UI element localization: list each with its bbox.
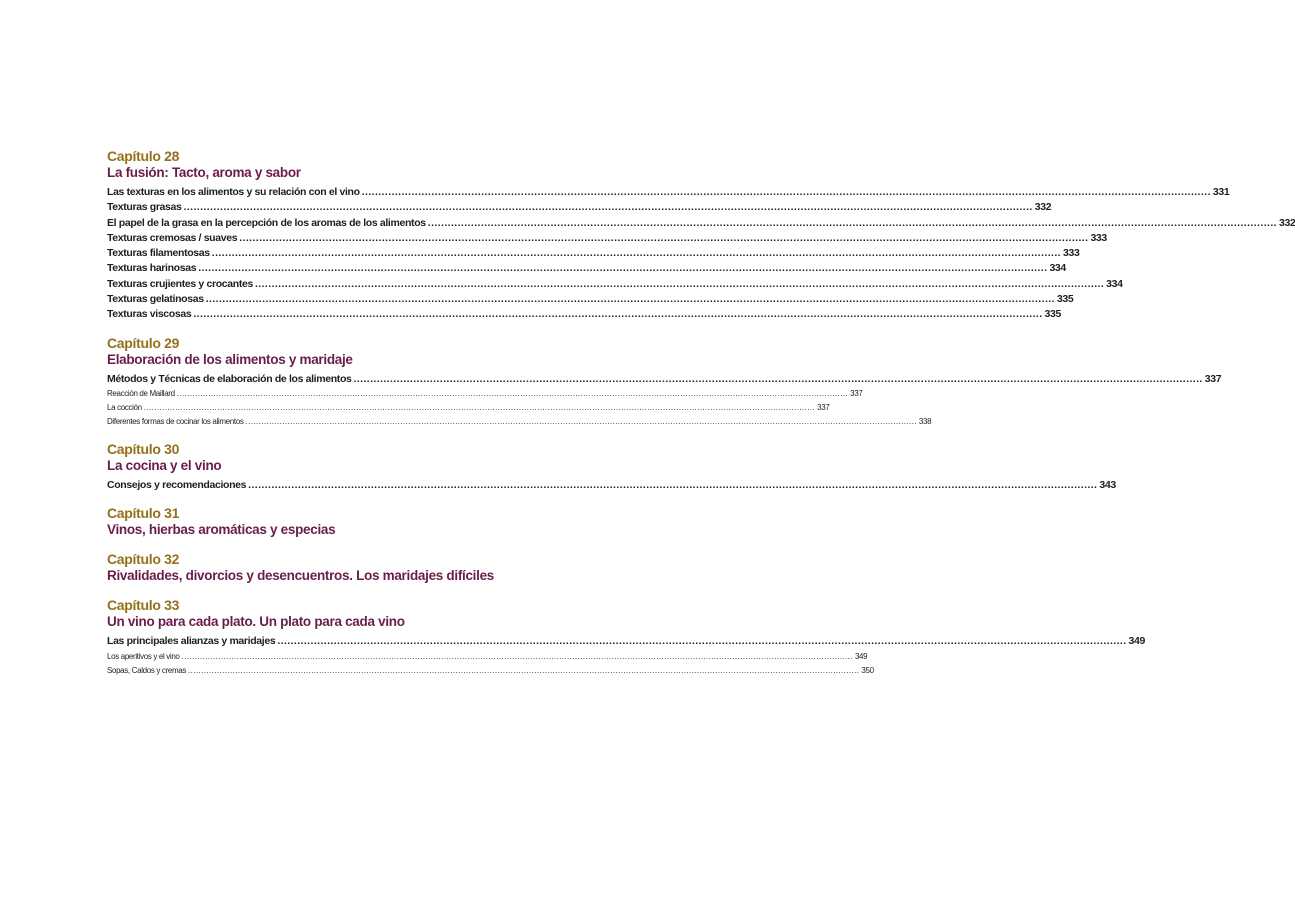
chapter-title: La cocina y el vino [107,457,222,473]
toc-entry[interactable] [107,478,1116,493]
toc-entry[interactable] [107,246,1080,261]
page-number: 337 [1204,372,1222,385]
page-number: 337 [817,402,830,412]
toc-entry[interactable] [107,200,1052,215]
toc-entry[interactable] [107,185,1230,200]
entry-title: La cocción [107,402,142,412]
toc-subentry[interactable] [107,650,868,664]
page-number: 343 [1099,478,1116,491]
toc-entry[interactable] [107,634,1146,649]
dot-leader [362,185,1211,200]
page-number: 332 [1278,216,1295,229]
entry-title: Las texturas en los alimentos y su relación con el vino [107,186,360,198]
toc-entry[interactable] [107,216,1295,231]
page-number: 334 [1049,262,1066,275]
chapter-label: Capítulo 32 [107,551,180,568]
entry-title: Métodos y Técnicas de elaboración de los alimentos [107,372,352,385]
dot-leader [184,200,1033,215]
page-number: 338 [918,416,932,426]
chapter-title: Rivalidades, divorcios y desencuentros. Los maridajes difíciles [107,568,495,584]
dot-leader [277,634,1126,649]
toc-entry[interactable] [107,231,1107,246]
dot-leader [248,478,1097,493]
dot-leader [255,277,1104,292]
entry-title: Consejos y recomendaciones [107,478,247,491]
chapter-section [107,505,501,539]
dot-leader [182,650,853,664]
dot-leader [177,387,848,401]
dot-leader [144,401,815,415]
page-number: 349 [1128,635,1146,648]
dot-leader [212,246,1061,261]
toc-subentry[interactable] [107,401,830,415]
table-of-contents [107,148,1295,690]
entry-title: Las principales alianzas y maridajes [107,635,276,648]
page-number: 331 [1212,186,1230,198]
chapter-section [107,148,1295,323]
chapter-section [107,334,1222,429]
chapter-title: La fusión: Tacto, aroma y sabor [107,165,301,180]
dot-leader [198,261,1047,276]
toc-entry[interactable] [107,261,1066,276]
page-number: 334 [1106,277,1123,290]
chapter-label: Capítulo 28 [107,148,180,164]
page-number: 333 [1062,247,1080,260]
chapter-label: Capítulo 31 [107,505,180,522]
page-number: 335 [1056,293,1074,306]
entry-title: Texturas viscosas [107,308,192,321]
page-number: 333 [1090,231,1107,244]
entry-title: Los aperitivos y el vino [107,651,180,661]
chapter-section [107,597,1146,677]
entry-title: Reacción de Maillard [107,388,175,398]
dot-leader [354,372,1203,387]
chapter-title: Vinos, hierbas aromáticas y especias [107,522,336,538]
toc-entry[interactable] [107,292,1074,307]
entry-title: Texturas crujientes y crocantes [107,277,253,290]
entry-title: Texturas gelatinosas [107,293,204,306]
entry-title: Texturas filamentosas [107,247,210,260]
chapter-title: Elaboración de los alimentos y maridaje [107,351,353,367]
chapter-label: Capítulo 29 [107,334,180,351]
page-number: 332 [1034,201,1052,214]
entry-title: Texturas grasas [107,201,182,214]
chapter-section [107,551,501,585]
entry-title: Sopas, Caldos y cremas [107,665,187,675]
entry-title: El papel de la grasa en la percepción de los aromas de los alimentos [107,216,426,229]
page-number: 337 [850,388,863,398]
entry-title: Diferentes formas de cocinar los alimentos [107,416,244,426]
entry-title: Texturas harinosas [107,262,197,275]
page-number: 335 [1044,308,1062,321]
dot-leader [245,415,916,429]
chapter-label: Capítulo 30 [107,440,180,457]
dot-leader [428,216,1277,231]
dot-leader [188,664,859,678]
chapter-label: Capítulo 33 [107,597,180,614]
toc-subentry[interactable] [107,387,863,401]
chapter-section [107,440,1116,493]
entry-title: Texturas cremosas / suaves [107,231,238,244]
toc-entry[interactable] [107,307,1062,322]
page-number: 350 [861,665,874,675]
toc-entry[interactable] [107,372,1222,387]
chapter-title: Un vino para cada plato. Un plato para cada vino [107,614,405,630]
page-number: 349 [854,651,868,661]
dot-leader [206,292,1055,307]
toc-entry[interactable] [107,277,1123,292]
dot-leader [239,231,1088,246]
toc-subentry[interactable] [107,664,874,678]
toc-subentry[interactable] [107,415,932,429]
dot-leader [193,307,1042,322]
